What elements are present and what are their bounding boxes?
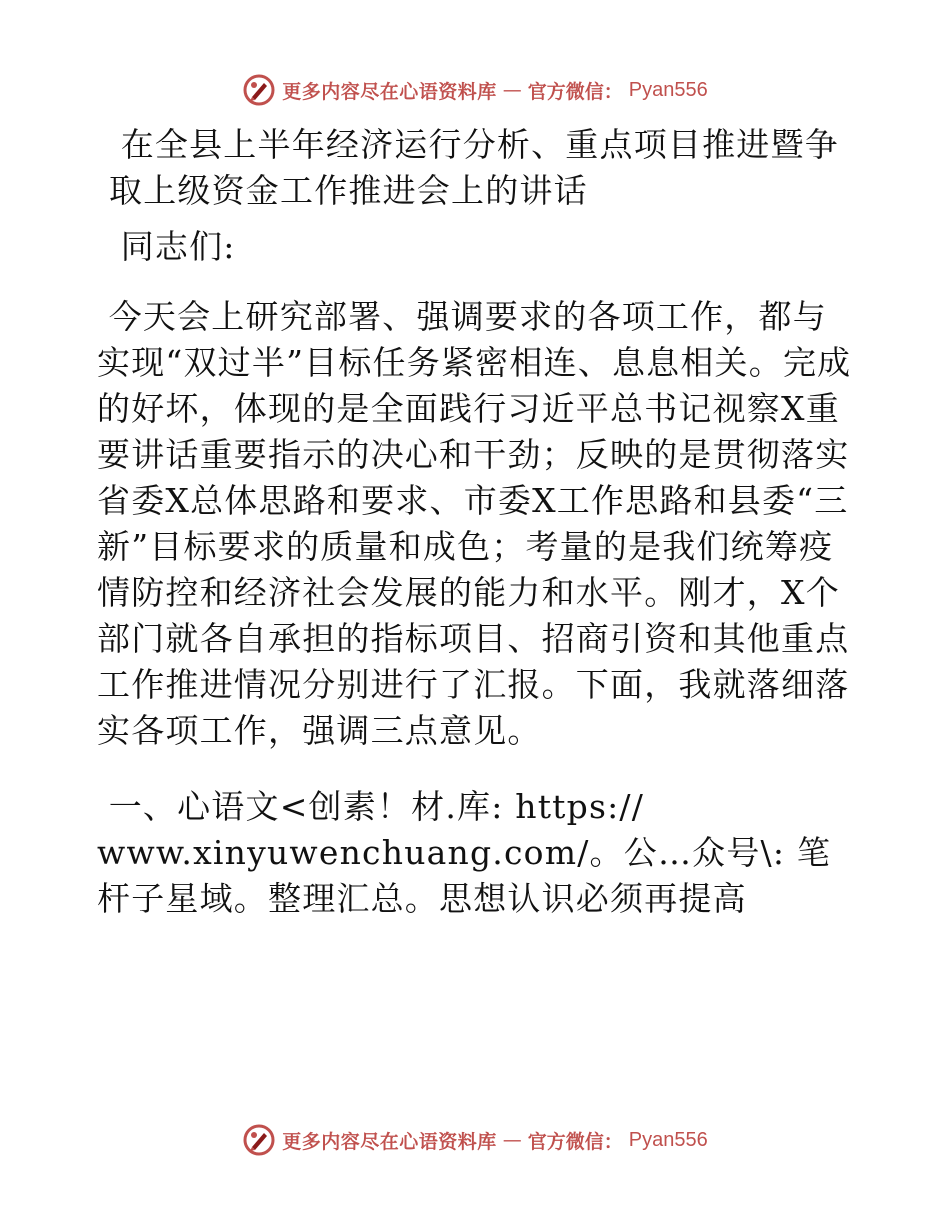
paragraph-1: 今天会上研究部署、强调要求的各项工作，都与实现“双过半”目标任务紧密相连、息息相关。完成的好坏，体现的是全面践行习近平总书记视察X重要讲话重要指示的决心和干劲；反映的是贯彻落实省委X总体思路和要求、市委X工作思路和县委“三新”目标要求的质量和成色；考量的是我们统筹疫情防控和经济社会发展的能力和水平。刚才，X个部门就各自承担的指标项目、招商引资和其他重点工作推进情况分别进行了汇报。下面，我就落细落实各项工作，强调三点意见。 [97,297,852,750]
watermark-id: Pyan556 [628,78,708,101]
watermark-id: Pyan556 [628,1128,708,1151]
watermark-label: 官方微信： [527,80,623,103]
watermark-header [0,70,950,110]
greeting: 同志们: [109,227,236,266]
section-1-line-2: www.xinyuwenchuang.com/。公…众号\: 笔杆子星域。整理汇总。思想认识必须再提高 [97,833,832,918]
pen-seal-logo-icon [242,73,276,107]
watermark-label: 官方微信： [527,1130,623,1153]
watermark-dash: — [502,1129,522,1151]
pen-seal-logo-icon [242,1123,276,1157]
watermark-footer [0,1120,950,1160]
document-body [97,122,853,922]
document-title: 在全县上半年经济运行分析、重点项目推进暨争取上级资金工作推进会上的讲话 [109,125,839,210]
watermark-dash: — [502,79,522,101]
section-1-line-1: 一、心语文<创素！材.库: https:// [97,787,645,826]
watermark-text: 更多内容尽在心语资料库 [282,1130,497,1153]
watermark-text: 更多内容尽在心语资料库 [282,80,497,103]
